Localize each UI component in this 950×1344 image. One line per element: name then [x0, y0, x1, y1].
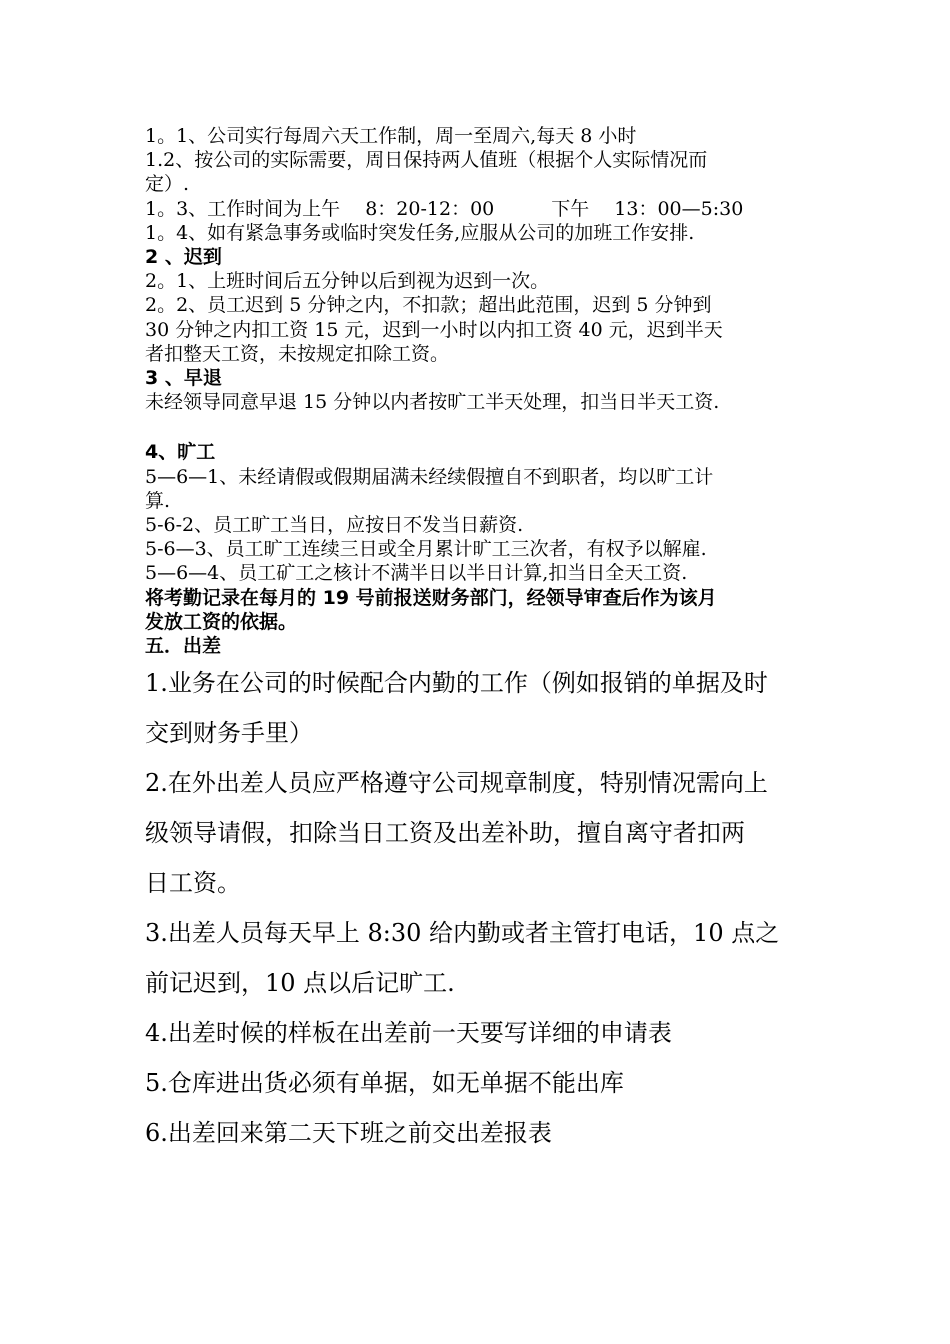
section-early-leave: [145, 390, 815, 414]
spacer: [145, 414, 815, 440]
work-hours-line-1: 1。1、公司实行每周六天工作制，周一至周六,每天 8 小时: [145, 125, 637, 147]
late-line-1: 2。1、上班时间后五分钟以后到视为迟到一次。: [145, 270, 550, 293]
absence-line-1: 5—6—1、未经请假或假期届满未经续假擅自不到职者，均以旷工计: [145, 465, 714, 488]
absence-line-5: 5—6—4、员工矿工之核计不满半日以半日计算,扣当日全天工资.: [145, 562, 688, 585]
trip-line-3: 2.在外出差人员应严格遵守公司规章制度，特别情况需向上: [145, 769, 768, 798]
work-hours-line-3: 定）.: [145, 173, 190, 196]
heading-absence: 4、旷工: [145, 441, 216, 464]
heading-early-leave: 3 、早退: [145, 367, 222, 390]
trip-line-7: 前记迟到，10 点以后记旷工.: [145, 969, 455, 998]
early-leave-line-1: 未经领导同意早退 15 分钟以内者按旷工半天处理，扣当日半天工资.: [145, 391, 720, 414]
trip-line-8: 4.出差时候的样板在出差前一天要写详细的申请表: [145, 1019, 672, 1048]
absence-line-3: 5-6-2、员工旷工当日，应按日不发当日薪资.: [145, 514, 524, 537]
absence-line-2: 算.: [145, 489, 171, 512]
section-business-trip: [145, 658, 815, 1158]
attendance-note-line-1: 将考勤记录在每月的 19 号前报送财务部门，经领导审查后作为该月: [145, 586, 717, 609]
late-line-2: 2。2、员工迟到 5 分钟之内，不扣款；超出此范围，迟到 5 分钟到: [145, 294, 712, 317]
trip-line-5: 日工资。: [145, 869, 241, 898]
absence-line-4: 5-6—3、员工旷工连续三日或全月累计旷工三次者，有权予以解雇.: [145, 538, 707, 561]
section-work-hours: [145, 124, 815, 245]
trip-line-1: 1.业务在公司的时候配合内勤的工作（例如报销的单据及时: [145, 669, 768, 698]
trip-line-10: 6.出差回来第二天下班之前交出差报表: [145, 1119, 552, 1148]
section-absence: [145, 465, 815, 586]
work-hours-line-5: 1。4、如有紧急事务或临时突发任务,应服从公司的加班工作安排.: [145, 221, 695, 244]
work-hours-line-2: 1.2、按公司的实际需要，周日保持两人值班（根据个人实际情况而: [145, 149, 708, 172]
heading-business-trip: 五．出差: [145, 635, 222, 658]
attendance-note-line-2: 发放工资的依据。: [145, 610, 298, 633]
section-late: [145, 269, 815, 366]
late-line-3: 30 分钟之内扣工资 15 元，迟到一小时以内扣工资 40 元，迟到半天: [145, 318, 723, 341]
document-page: [145, 124, 815, 1158]
trip-line-6: 3.出差人员每天早上 8:30 给内勤或者主管打电话，10 点之: [145, 919, 780, 948]
heading-late: 2 、迟到: [145, 246, 222, 269]
work-hours-line-4: 1。3、工作时间为上午 8：20-12：00 下午 13：00—5:30: [145, 197, 744, 220]
trip-line-9: 5.仓库进出货必须有单据，如无单据不能出库: [145, 1069, 624, 1098]
late-line-4: 者扣整天工资，未按规定扣除工资。: [145, 342, 450, 365]
trip-line-2: 交到财务手里）: [145, 719, 313, 748]
attendance-note: [145, 586, 815, 634]
trip-line-4: 级领导请假，扣除当日工资及出差补助，擅自离守者扣两: [145, 819, 745, 848]
